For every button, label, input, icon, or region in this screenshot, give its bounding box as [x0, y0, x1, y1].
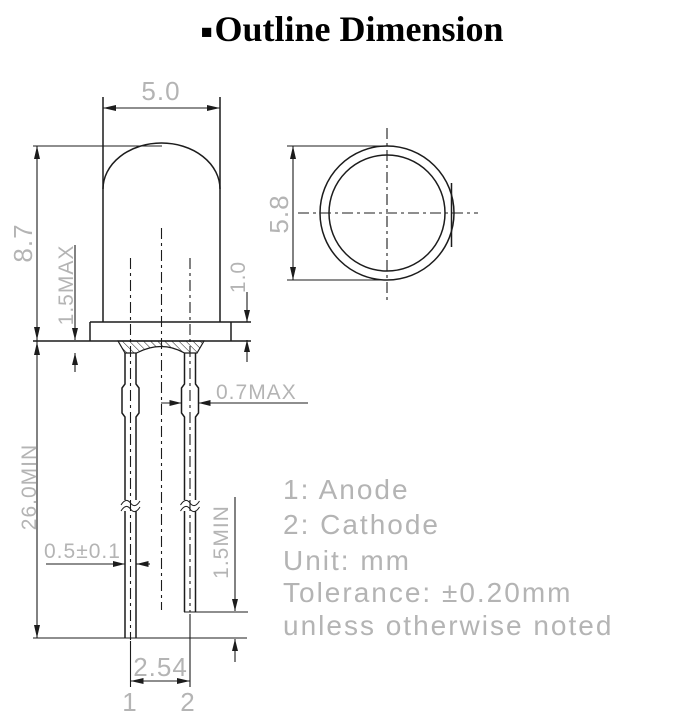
dome-arc: [103, 143, 220, 189]
notes-block: [283, 474, 613, 641]
dim-flange-thickness: 1.0: [227, 260, 250, 294]
dim-outer-diameter: 5.8: [264, 194, 294, 234]
note-unit: Unit: mm: [283, 545, 411, 576]
page-title-text: Outline Dimension: [214, 9, 504, 49]
note-pin1-anode: 1: Anode: [283, 474, 410, 505]
dim-body-height: 8.7: [8, 223, 38, 263]
arrow-up-icon: [244, 340, 250, 352]
arrow-down-icon: [72, 328, 78, 340]
arrow-down-icon: [244, 310, 250, 322]
dim-kink-width-max: 0.7MAX: [216, 381, 297, 404]
dim-lead-tip-step-min: 1.5MIN: [210, 505, 233, 579]
note-pin2-cathode: 2: Cathode: [283, 509, 440, 540]
arrow-left-icon: [103, 105, 116, 111]
arrow-up-icon: [34, 146, 40, 159]
dim-standoff-max: 1.5MAX: [55, 244, 78, 326]
arrow-right-icon: [170, 400, 182, 406]
dim-lead-width: 0.5±0.1: [44, 540, 121, 563]
pin1-label: 1: [122, 687, 138, 717]
note-tolerance-cont: unless otherwise noted: [283, 610, 614, 641]
dim-lead-length-min: 26.0MIN: [18, 443, 41, 531]
arrow-down-icon: [34, 327, 40, 340]
arrow-right-icon: [207, 105, 220, 111]
arrow-down-icon: [232, 599, 238, 611]
arrow-left-icon: [199, 400, 211, 406]
arrow-left-icon: [137, 561, 149, 567]
lead-break-marks: [121, 500, 200, 512]
arrow-up-icon: [232, 639, 238, 651]
pin2-label: 2: [180, 687, 196, 717]
square-bullet-icon: ■: [201, 22, 213, 43]
dim-lead-pitch: 2.54: [133, 652, 188, 682]
arrow-up-icon: [72, 353, 78, 365]
note-tolerance: Tolerance: ±0.20mm: [283, 577, 573, 608]
arrow-down-icon: [34, 625, 40, 638]
dim-dome-width: 5.0: [141, 76, 181, 106]
arrow-up-icon: [34, 342, 40, 355]
